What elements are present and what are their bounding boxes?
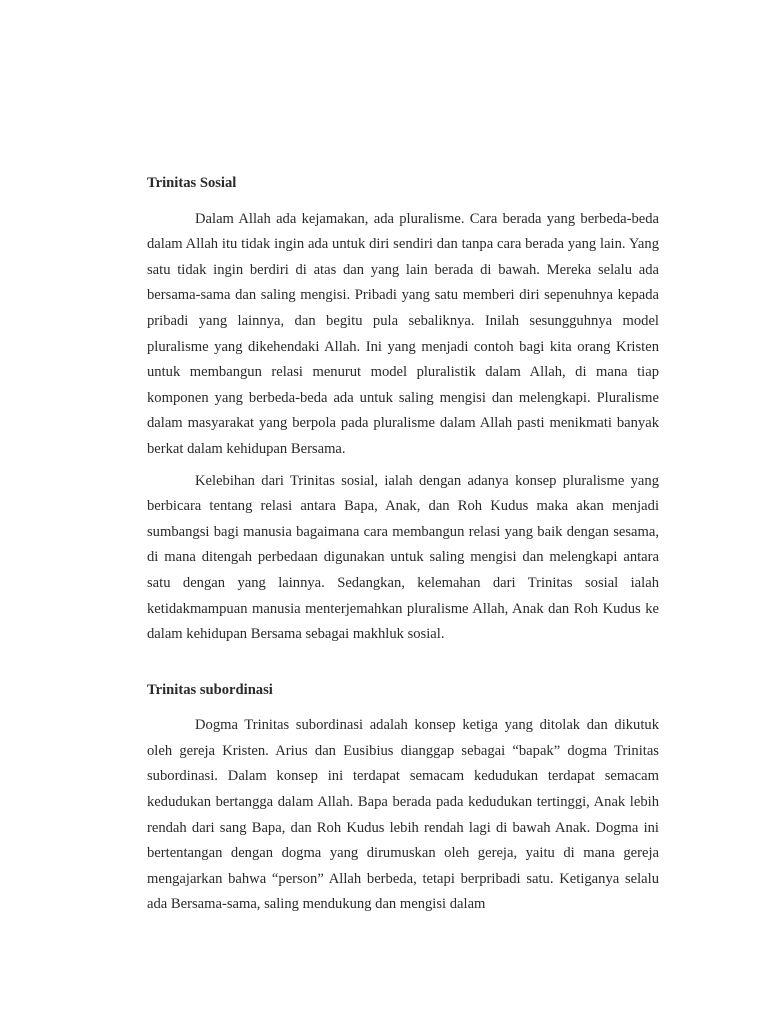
section-heading-trinitas-subordinasi: Trinitas subordinasi [147,681,273,698]
section-spacer [147,648,659,678]
paragraph: Dalam Allah ada kejamakan, ada pluralisme. Cara berada yang berbeda-beda dalam Allah itu tidak ingin ada untuk diri sendiri dan tanpa cara berada yang lain. Yang satu tidak ingin berdiri di atas dan yang lain berada di bawah. Mereka selalu ada bersama-sama dan saling mengisi. Pribadi yang satu memberi diri sepenuhnya kepada pribadi yang lainnya, dan begitu pula sebaliknya. Inilah sesungguhnya model pluralisme yang dikehendaki Allah. Ini yang menjadi contoh bagi kita orang Kristen untuk membangun relasi menurut model pluralistik dalam Allah, di mana tiap komponen yang berbeda-beda ada untuk saling mengisi dan melengkapi. Pluralisme dalam masyarakat yang berpola pada pluralisme dalam Allah pasti menikmati banyak berkat dalam kehidupan Bersama. [147,210,659,457]
spacer [147,703,659,713]
spacer [147,197,659,207]
document-body [147,171,659,918]
paragraph: Dogma Trinitas subordinasi adalah konsep ketiga yang ditolak dan dikutuk oleh gereja Kristen. Arius dan Eusibius dianggap sebagai “bapak” dogma Trinitas subordinasi. Dalam konsep ini terdapat semacam kedudukan terdapat semacam kedudukan bertangga dalam Allah. Bapa berada pada kedudukan tertinggi, Anak lebih rendah dari sang Bapa, dan Roh Kudus lebih rendah lagi di bawah Anak. Dogma ini bertentangan dengan dogma yang dirumuskan oleh gereja, yaitu di mana gereja mengajarkan bahwa “person” Allah berbeda, tetapi berpribadi satu. Ketiganya selalu ada Bersama-sama, saling mendukung dan mengisi dalam [147,717,659,913]
paragraph: Kelebihan dari Trinitas sosial, ialah dengan adanya konsep pluralisme yang berbicara tentang relasi antara Bapa, Anak, dan Roh Kudus maka akan menjadi sumbangsi bagi manusia bagaimana cara membangun relasi yang baik dengan sesama, di mana ditengah perbedaan digunakan untuk saling mengisi dan melengkapi antara satu dengan yang lainnya. Sedangkan, kelemahan dari Trinitas sosial ialah ketidakmampuan manusia menterjemahkan pluralisme Allah, Anak dan Roh Kudus ke dalam kehidupan Bersama sebagai makhluk sosial. [147,472,659,643]
section-heading-trinitas-sosial: Trinitas Sosial [147,175,237,191]
